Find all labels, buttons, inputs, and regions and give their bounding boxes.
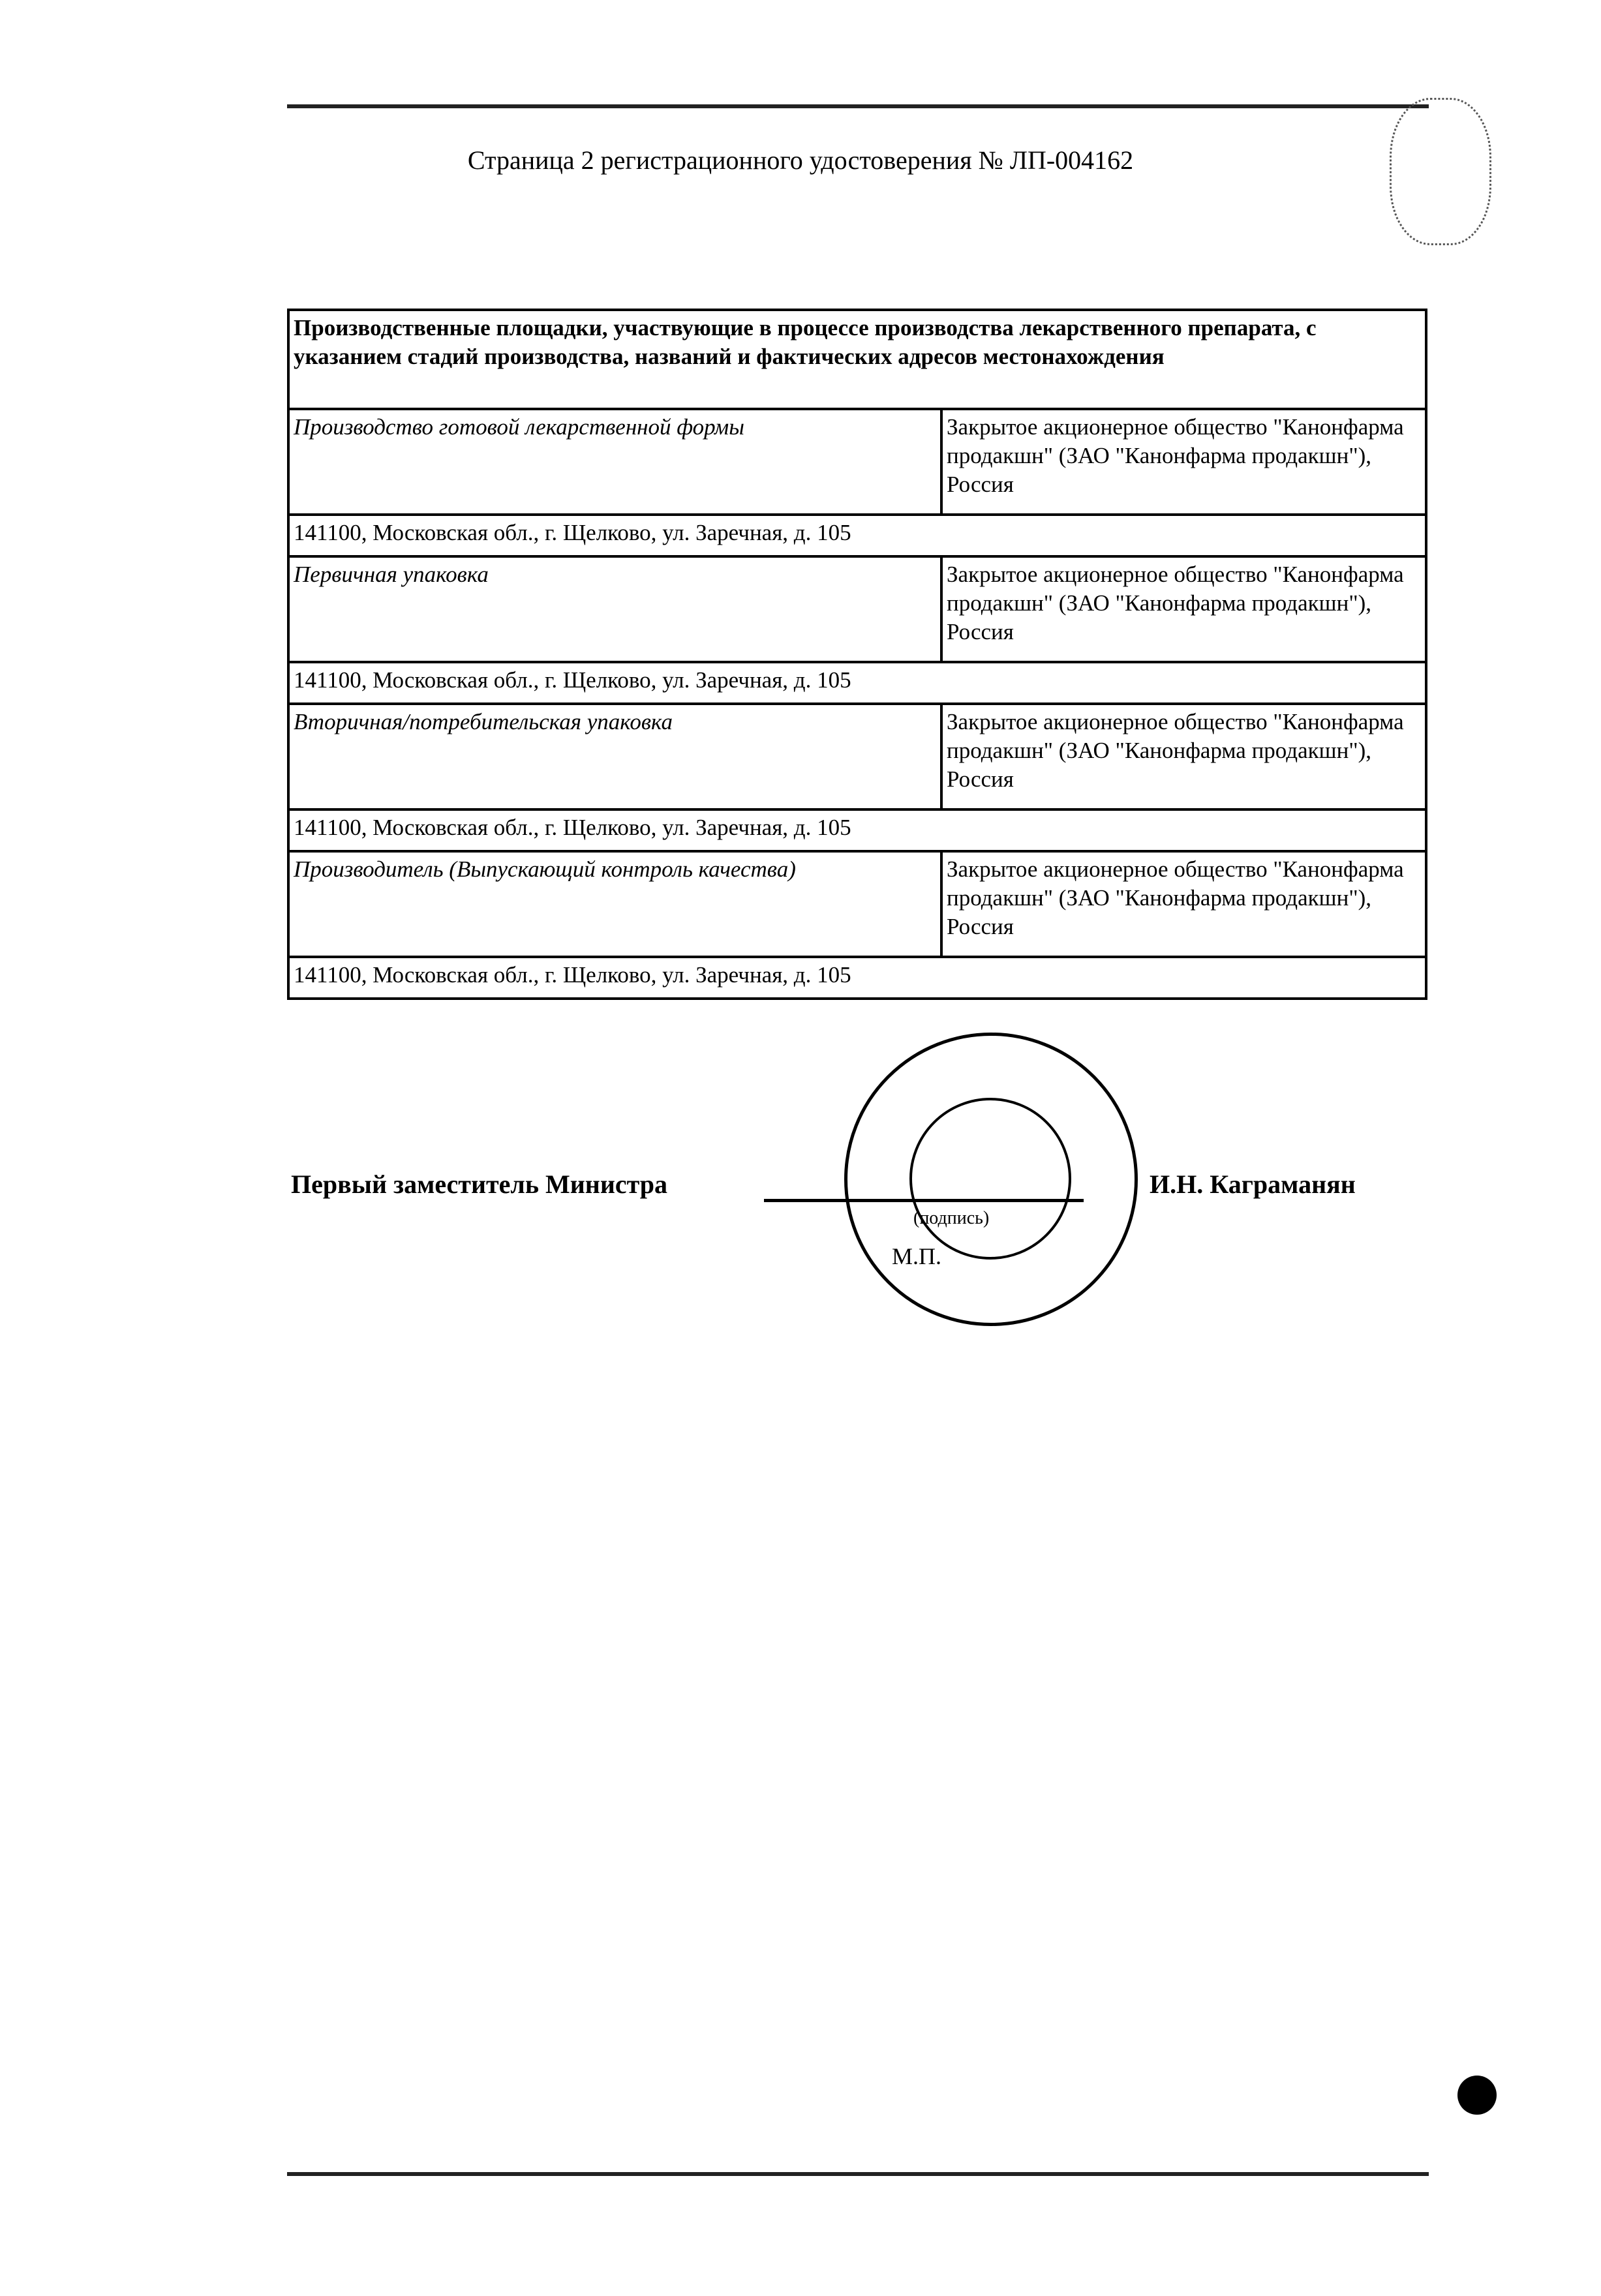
signatory-position: Первый заместитель Министра [291, 1170, 668, 1199]
org-cell: Закрытое акционерное общество "Канонфарма продакшн" (ЗАО "Канонфарма продакшн"), Россия [941, 556, 1426, 662]
address-cell: 141100, Московская обл., г. Щелково, ул. Заречная, д. 105 [288, 957, 1426, 999]
page-title: Страница 2 регистрационного удостоверения № ЛП-004162 [467, 145, 1134, 175]
production-sites-table [287, 309, 1427, 1000]
table-row [288, 704, 1426, 809]
signature-caption: (подпись) [913, 1208, 990, 1228]
table-row [288, 556, 1426, 662]
page-frame-top [287, 104, 1429, 108]
org-cell: Закрытое акционерное общество "Канонфарма продакшн" (ЗАО "Канонфарма продакшн"), Россия [941, 851, 1426, 957]
address-cell: 141100, Московская обл., г. Щелково, ул. Заречная, д. 105 [288, 662, 1426, 704]
org-cell: Закрытое акционерное общество "Канонфарма продакшн" (ЗАО "Канонфарма продакшн"), Россия [941, 409, 1426, 515]
table-row [288, 409, 1426, 515]
stage-cell: Производство готовой лекарственной формы [288, 409, 941, 515]
address-cell: 141100, Московская обл., г. Щелково, ул. Заречная, д. 105 [288, 809, 1426, 851]
signature-line [764, 1199, 1084, 1202]
stage-cell: Первичная упаковка [288, 556, 941, 662]
table-header: Производственные площадки, участвующие в процессе производства лекарственного препарата, с указанием стадий производства, названий и фактических адресов местонахождения [288, 310, 1426, 409]
official-stamp-inner [909, 1098, 1071, 1260]
seal-caption: М.П. [892, 1243, 942, 1269]
address-cell: 141100, Московская обл., г. Щелково, ул. Заречная, д. 105 [288, 515, 1426, 556]
org-cell: Закрытое акционерное общество "Канонфарма продакшн" (ЗАО "Канонфарма продакшн"), Россия [941, 704, 1426, 809]
signatory-name: И.Н. Каграманян [1150, 1170, 1356, 1199]
page-frame-bottom [287, 2172, 1429, 2176]
black-dot-mark [1457, 2076, 1497, 2115]
table-row [288, 851, 1426, 957]
stage-cell: Производитель (Выпускающий контроль качества) [288, 851, 941, 957]
stage-cell: Вторичная/потребительская упаковка [288, 704, 941, 809]
